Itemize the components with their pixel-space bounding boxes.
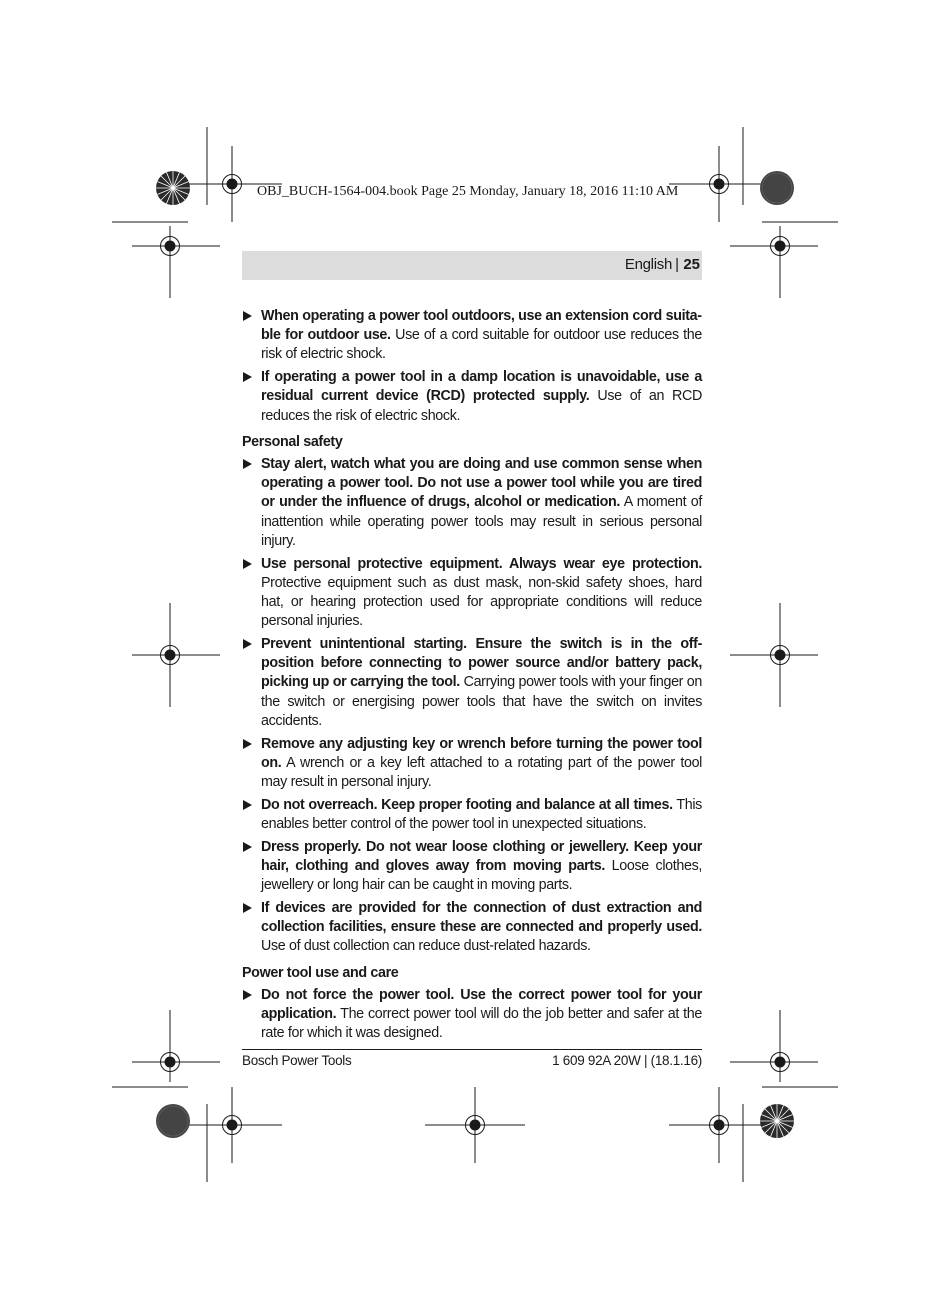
list-item	[242, 838, 702, 896]
instruction-bold: Stay alert, watch what you are doing and use common sense when operating a power tool. Do not use a power tool while you are tired or under the influence of drugs, alcohol or medication.	[261, 456, 702, 511]
bullet-arrow-icon	[243, 800, 252, 810]
instruction-text: Carrying power tools with your finger on the switch or energising power tools that have the switch on invites accidents.	[261, 674, 702, 729]
list-item	[242, 899, 702, 957]
instruction-text: Loose clothes, jewellery or long hair can be caught in moving parts.	[261, 858, 702, 894]
footer-rule	[242, 1049, 702, 1050]
bullet-arrow-icon	[243, 842, 252, 852]
instruction-text: A wrench or a key left attached to a rotating part of the power tool may result in personal injury.	[261, 754, 702, 791]
instruction-bold: When operating a power tool outdoors, use an extension cord suitable for outdoor use.	[261, 308, 702, 344]
list-item	[242, 307, 702, 365]
page-number: 25	[683, 256, 700, 273]
safety-list-personal	[242, 455, 702, 957]
instruction-bold: Remove any adjusting key or wrench before turning the power tool on.	[261, 735, 702, 771]
section-title-personal-safety: Personal safety	[242, 433, 343, 450]
book-file-header: OBJ_BUCH-1564-004.book Page 25 Monday, January 18, 2016 11:10 AM	[257, 184, 679, 199]
instruction-bold: If operating a power tool in a damp location is unavoidable, use a residual current device (RCD) protected supply.	[261, 369, 702, 405]
instruction-text: This enables better control of the power tool in unexpected situations.	[261, 796, 702, 833]
section-title-power-tool-use: Power tool use and care	[242, 964, 399, 981]
header-language: English	[624, 256, 672, 273]
page-header	[242, 251, 702, 280]
instruction-text: Protective equipment such as dust mask, non-skid safety shoes, hard hat, or hearing protection used for appropriate conditions will reduce personal injuries.	[261, 574, 702, 630]
instruction-bold: Use personal protective equipment. Always wear eye protection.	[261, 555, 702, 572]
list-item	[242, 635, 702, 731]
instruction-text: Use of an RCD reduces the risk of electric shock.	[261, 388, 702, 424]
safety-list-electrical	[242, 307, 702, 426]
instruction-text: A moment of inattention while operating power tools may result in serious personal injury.	[261, 494, 702, 549]
instruction-text: The correct power tool will do the job better and safer at the rate for which it was designed.	[261, 1006, 702, 1042]
footer-doc-number: 1 609 92A 20W | (18.1.16)	[552, 1053, 702, 1068]
instruction-text: Use of a cord suitable for outdoor use reduces the risk of electric shock.	[261, 327, 702, 363]
safety-list-tool-use	[242, 986, 702, 1044]
bullet-arrow-icon	[243, 372, 252, 382]
list-item	[242, 368, 702, 426]
list-item	[242, 796, 702, 834]
instruction-bold: Do not overreach. Keep proper footing and balance at all times.	[261, 796, 673, 813]
list-item	[242, 555, 702, 632]
bullet-arrow-icon	[243, 311, 252, 321]
bullet-arrow-icon	[243, 739, 252, 749]
bullet-arrow-icon	[243, 459, 252, 469]
bullet-arrow-icon	[243, 639, 252, 649]
instruction-bold: Do not force the power tool. Use the correct power tool for your application.	[261, 986, 702, 1023]
list-item	[242, 986, 702, 1044]
bullet-arrow-icon	[243, 903, 252, 913]
header-separator: |	[675, 256, 679, 273]
instruction-text: Use of dust collection can reduce dust-related hazards.	[261, 938, 591, 955]
instruction-bold: Dress properly. Do not wear loose clothing or jewellery. Keep your hair, clothing and gloves away from moving parts.	[261, 838, 702, 875]
list-item	[242, 455, 702, 551]
instruction-bold: If devices are provided for the connection of dust extraction and collection facilities, ensure these are connected and properly used.	[261, 900, 702, 936]
bullet-arrow-icon	[243, 990, 252, 1000]
page-content	[242, 307, 702, 1047]
list-item	[242, 735, 702, 793]
instruction-bold: Prevent unintentional starting. Ensure the switch is in the off-position before connecting to power source and/or battery pack, picking up or carrying the tool.	[261, 636, 702, 691]
bullet-arrow-icon	[243, 559, 252, 569]
footer-publisher: Bosch Power Tools	[242, 1053, 352, 1068]
